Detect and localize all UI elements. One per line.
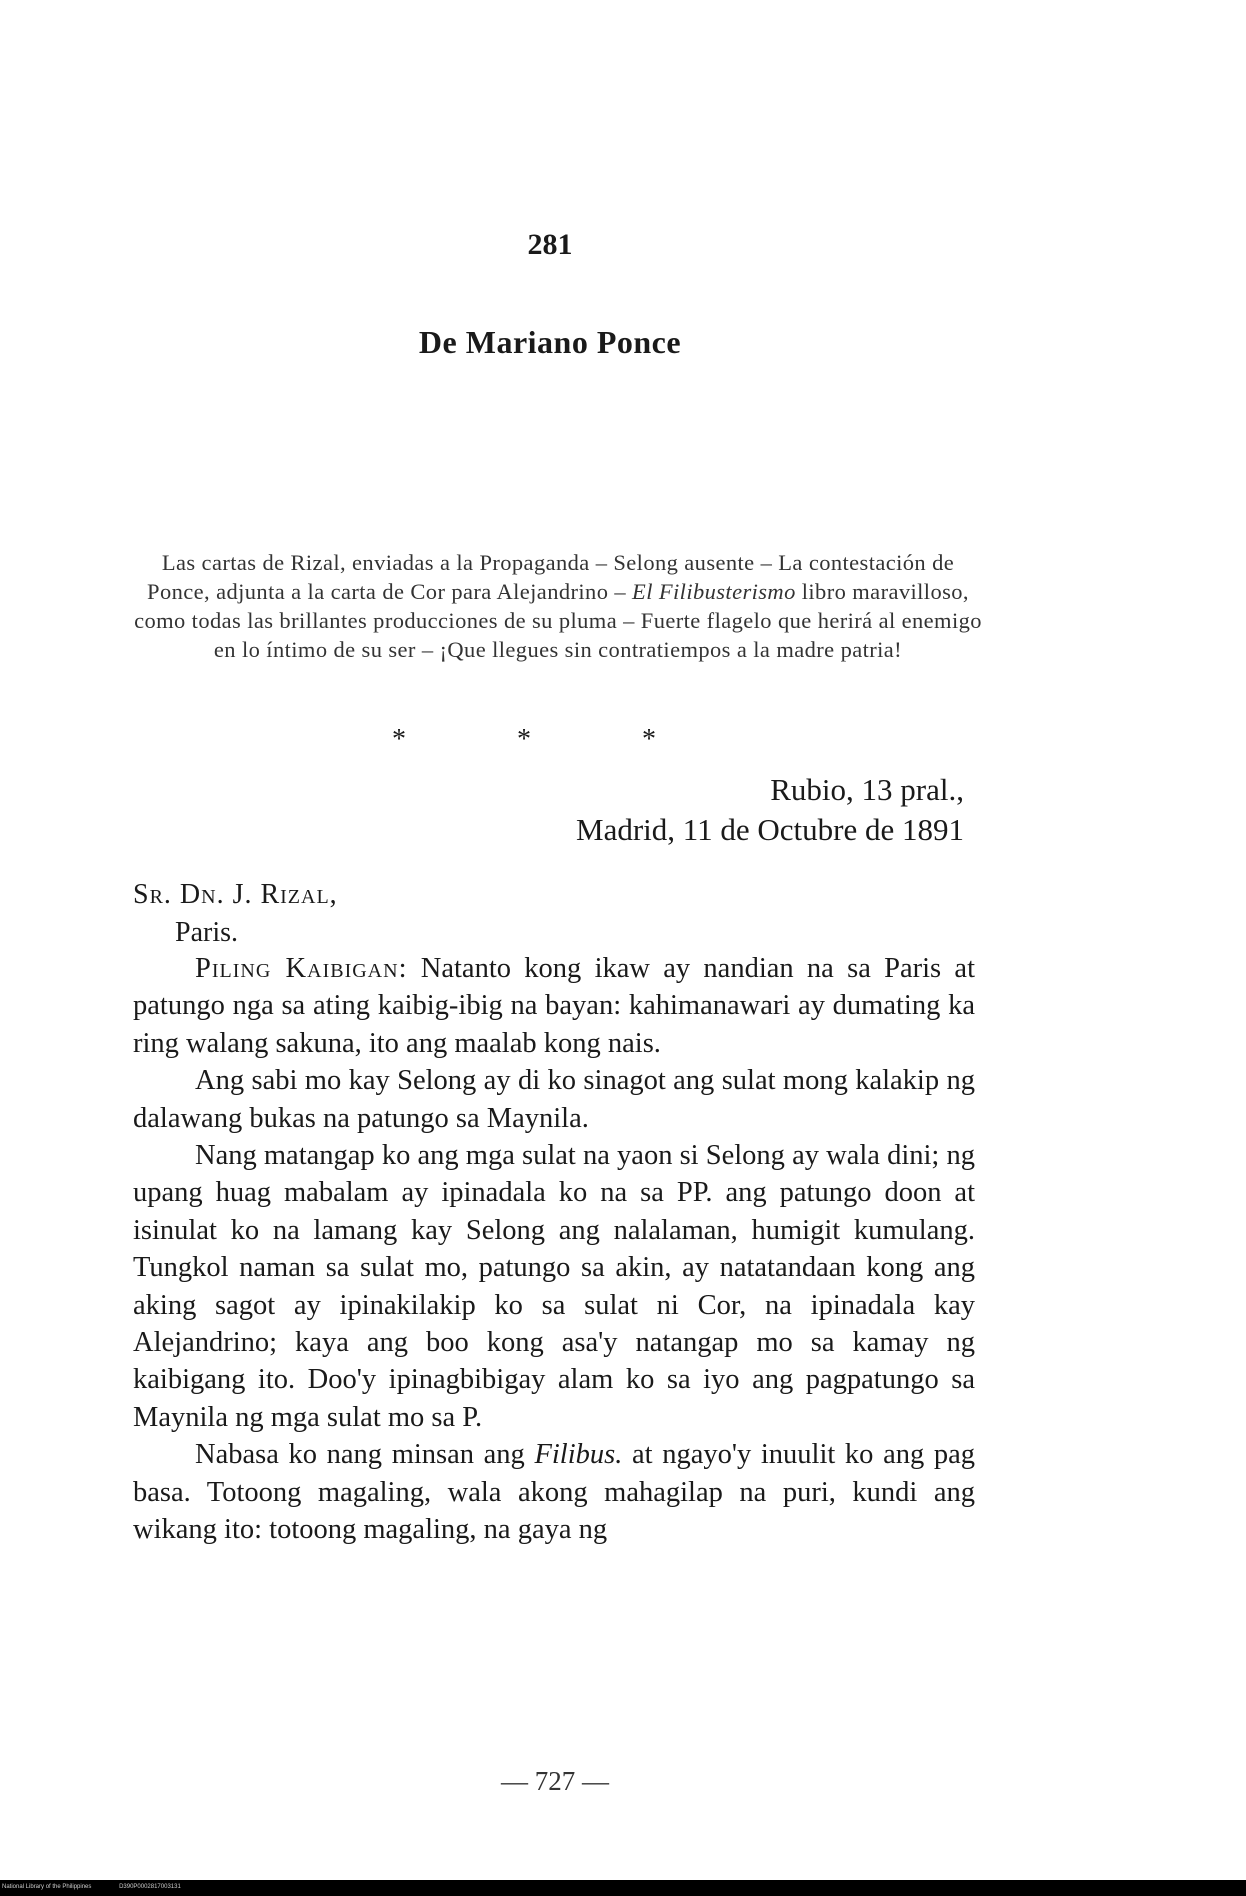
summary-book-title: El Filibusterismo (632, 579, 796, 604)
letter-body (133, 950, 975, 1549)
addressee-name: Sr. Dn. J. Rizal, (133, 879, 338, 910)
paragraph-1-text: Natanto kong ikaw ay nandian na sa Paris at patungo nga sa ating kaibig-ibig na bayan: kahimanawari ay dumating ka ring walang sakuna, ito ang maalab kong nais. (133, 953, 975, 1059)
paragraph-4-book-title: Filibus. (534, 1439, 623, 1471)
greeting: Piling Kaibigan: (195, 953, 408, 984)
spanish-summary (128, 548, 988, 664)
dateline (576, 770, 964, 850)
paragraph-1 (133, 950, 975, 1062)
place-and-date: Madrid, 11 de Octubre de 1891 (576, 812, 964, 847)
summary-text-2: libro maravilloso, como todas las brillantes producciones de su pluma – Fuerte flagelo que herirá al enemigo en lo íntimo de su ser – ¡Que llegues sin contratiempos a la madre patria! (134, 579, 982, 662)
library-credit: National Library of the Philippines (2, 1884, 92, 1890)
addressee-block (133, 876, 338, 952)
document-number: 281 (527, 228, 573, 261)
paragraph-4-text-a: Nabasa ko nang minsan ang (195, 1439, 535, 1471)
letter-title: De Mariano Ponce (418, 324, 682, 360)
paragraph-4 (133, 1436, 975, 1548)
scan-footer (2, 1884, 207, 1890)
paragraph-2: Ang sabi mo kay Selong ay di ko sinagot ang sulat mong kalakip ng dalawang bukas na patungo sa Maynila. (133, 1065, 975, 1134)
section-separator: * * * (392, 724, 708, 755)
page-number: — 727 — (501, 1766, 609, 1796)
sender-address: Rubio, 13 pral., (770, 772, 964, 807)
paragraph-4-text-b: at ngayo'y inuulit ko ang pag basa. Totoong magaling, wala akong mahagilap na puri, kundi ang wikang ito: totoong magaling, na gaya ng (133, 1439, 976, 1546)
addressee-city: Paris. (175, 917, 238, 948)
scan-id: D390P0002817003131 (119, 1884, 181, 1890)
paragraph-3: Nang matangap ko ang mga sulat na yaon si Selong ay wala dini; ng upang huag mabalam ay ipinadala ko na sa PP. ang patungo doon at isinulat ko na lamang kay Selong ang nalalaman, humigit kumulang. Tungkol naman sa sulat mo, patungo sa akin, ay natatandaan kong ang aking sagot ay ipinakilakip ko sa sulat ni Cor, na ipinadala kay Alejandrino; kaya ang boo kong asa'y natangap mo sa kamay ng kaibigang ito. Doo'y ipinagbibigay alam ko sa iyo ang pagpatungo sa Maynila ng mga sulat mo sa P. (133, 1140, 975, 1433)
summary-text-1: Las cartas de Rizal, enviadas a la Propaganda – Selong ausente – La contestación de Ponce, adjunta a la carta de Cor para Alejandrino – (147, 550, 955, 604)
